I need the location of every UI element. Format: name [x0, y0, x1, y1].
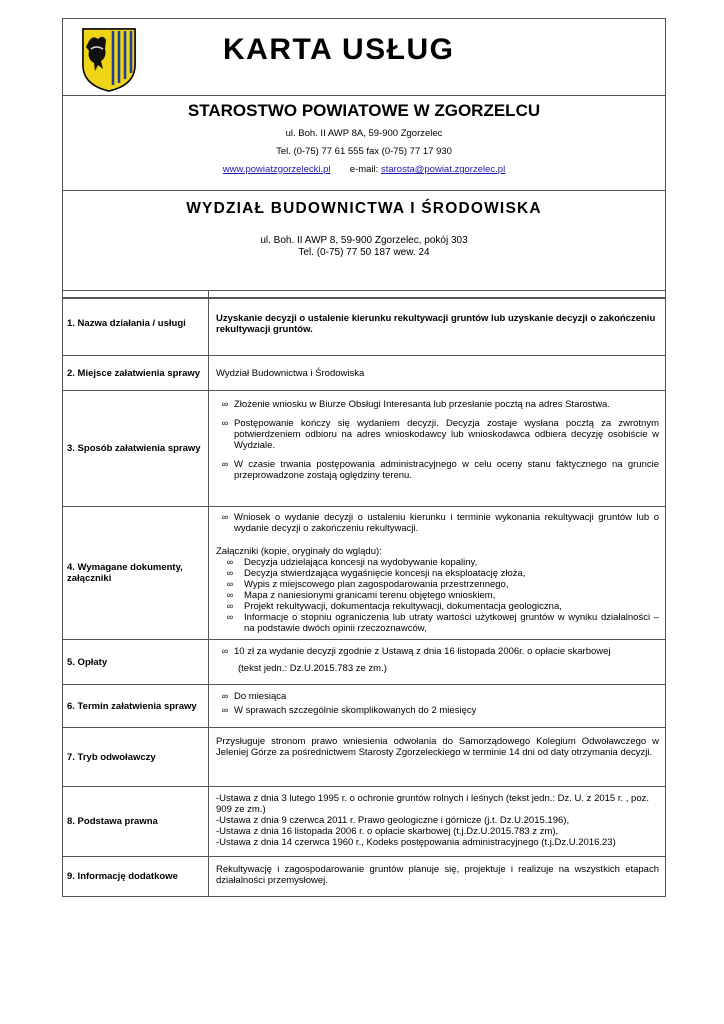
list-item: ∞ Wniosek o wydanie decyzji o ustaleniu kierunku i terminie wykonania rekultywacji gruntów lub o wydanie decyzji o zakończeniu rekultywacji. — [216, 512, 659, 534]
document-frame — [62, 18, 666, 299]
row-value: Uzyskanie decyzji o ustalenie kierunku rekultywacji gruntów lub uzyskanie decyzji o zakończeniu rekultywacji gruntów. — [216, 313, 656, 335]
department-phone: Tel. (0-75) 77 50 187 wew. 24 — [298, 247, 430, 258]
row-value — [209, 391, 665, 506]
row-label: 3. Sposób załatwienia sprawy — [63, 391, 209, 506]
website-link[interactable]: www.powiatzgorzelecki.pl — [222, 164, 331, 175]
office-section — [63, 96, 665, 191]
list-item: ∞ Do miesiąca — [216, 691, 659, 702]
row-value: Przysługuje stronom prawo wniesienia odwołania do Samorządowego Kolegium Odwoławczego w Jeleniej Górze za pośrednictwem Starosty Zgorzeleckiego w terminie 14 dni od daty otrzymania decyzji. — [216, 736, 659, 758]
infinity-bullet-icon: ∞ — [221, 512, 229, 522]
table-row-method — [62, 391, 666, 507]
department-section — [63, 191, 665, 298]
infinity-bullet-icon: ∞ — [226, 612, 234, 622]
list-item: ∞ W czasie trwania postępowania administracyjnego w celu oceny stanu faktycznego na gruncie przeprowadzone zostają oględziny terenu. — [216, 459, 659, 481]
infinity-bullet-icon: ∞ — [221, 418, 229, 428]
row-label: 6. Termin załatwienia sprawy — [63, 685, 209, 727]
service-table — [62, 290, 666, 897]
coat-of-arms-icon — [81, 27, 137, 93]
row-label: 9. Informację dodatkowe — [63, 857, 209, 896]
list-item: ∞ Wypis z miejscowego plan zagospodarowania przestrzennego, — [216, 579, 659, 590]
row-label: 7. Tryb odwoławczy — [63, 728, 209, 786]
page-title: KARTA USŁUG — [223, 33, 455, 66]
legal-line: -Ustawa z dnia 16 listopada 2006 r. o opłacie skarbowej (t.j.Dz.U.2015.783 z zm), — [216, 826, 559, 837]
row-value — [209, 640, 665, 684]
row-value: Rekultywację i zagospodarowanie gruntów planuje się, projektuje i realizuje na wszystkich etapach działalności przemysłowej. — [216, 864, 659, 886]
table-row-additional-info — [62, 857, 666, 897]
office-address: ul. Boh. II AWP 8A, 59-900 Zgorzelec — [285, 128, 443, 139]
table-row-deadline — [62, 685, 666, 728]
infinity-bullet-icon: ∞ — [226, 557, 234, 567]
fee-note: (tekst jedn.: Dz.U.2015.783 ze zm.) — [238, 663, 387, 674]
infinity-bullet-icon: ∞ — [221, 399, 229, 409]
attachments-label: Załączniki (kopie, oryginały do wglądu): — [216, 546, 382, 557]
table-row-place — [62, 356, 666, 391]
row-label: 2. Miejsce załatwienia sprawy — [63, 356, 209, 390]
list-item: ∞ W sprawach szczególnie skomplikowanych do 2 miesięcy — [216, 705, 659, 716]
department-address: ul. Boh. II AWP 8, 59-900 Zgorzelec, pokój 303 — [260, 235, 468, 246]
list-item: ∞ Postępowanie kończy się wydaniem decyzji. Decyzja zostaje wysłana pocztą za zwrotnym potwierdzeniem odbioru na adres wnioskodawcy lub wnioskodawca odbiera decyzję osobiście w Wydziale. — [216, 418, 659, 451]
infinity-bullet-icon: ∞ — [226, 590, 234, 600]
office-contact — [63, 164, 665, 175]
table-row-name — [62, 290, 666, 356]
row-label: 4. Wymagane dokumenty, załączniki — [63, 507, 209, 639]
table-row-fees — [62, 640, 666, 685]
office-name: STAROSTWO POWIATOWE W ZGORZELCU — [187, 101, 541, 120]
list-item: ∞ Decyzja stwierdzająca wygaśnięcie koncesji na eksploatację złoża, — [216, 568, 659, 579]
infinity-bullet-icon: ∞ — [221, 705, 229, 715]
row-value: Wydział Budownictwa i Środowiska — [216, 367, 365, 379]
list-item: ∞ Mapa z naniesionymi granicami terenu objętego wnioskiem, — [216, 590, 659, 601]
department-name: WYDZIAŁ BUDOWNICTWA I ŚRODOWISKA — [186, 200, 542, 217]
email-label: e-mail: — [349, 164, 379, 175]
infinity-bullet-icon: ∞ — [226, 601, 234, 611]
row-label: 1. Nazwa działania / usługi — [63, 291, 209, 355]
email-link[interactable]: starosta@powiat.zgorzelec.pl — [380, 164, 506, 175]
infinity-bullet-icon: ∞ — [221, 646, 229, 656]
row-value — [209, 507, 665, 639]
list-item: ∞ 10 zł za wydanie decyzji zgodnie z Ustawą z dnia 16 listopada 2006r. o opłacie skarbowej — [216, 646, 659, 657]
infinity-bullet-icon: ∞ — [221, 459, 229, 469]
list-item: ∞ Informacje o stopniu ograniczenia lub utraty wartości użytkowej gruntów w wyniku działalności – na podstawie dwóch opinii rzeczoznawców, — [216, 612, 659, 634]
infinity-bullet-icon: ∞ — [226, 568, 234, 578]
row-label: 5. Opłaty — [63, 640, 209, 684]
row-value — [209, 787, 665, 856]
legal-line: -Ustawa z dnia 9 czerwca 2011 r. Prawo geologiczne i górnicze (j.t. Dz.U.2015.196), — [216, 815, 570, 826]
document-header — [63, 19, 665, 96]
legal-line: -Ustawa z dnia 14 czerwca 1960 r., Kodeks postępowania administracyjnego (t.j.Dz.U.2016.23) — [216, 837, 616, 848]
row-label: 8. Podstawa prawna — [63, 787, 209, 856]
table-row-legal-basis — [62, 787, 666, 857]
infinity-bullet-icon: ∞ — [226, 579, 234, 589]
row-value — [209, 685, 665, 727]
legal-line: -Ustawa z dnia 3 lutego 1995 r. o ochronie gruntów rolnych i leśnych (tekst jedn.: Dz. U. z 2015 r. , poz. 909 ze zm.) — [216, 793, 650, 815]
infinity-bullet-icon: ∞ — [221, 691, 229, 701]
list-item: ∞ Decyzja udzielająca koncesji na wydobywanie kopaliny, — [216, 557, 659, 568]
table-row-documents — [62, 507, 666, 640]
list-item: ∞ Projekt rekultywacji, dokumentacja rekultywacji, dokumentacja geologiczna, — [216, 601, 659, 612]
office-phone: Tel. (0-75) 77 61 555 fax (0-75) 77 17 930 — [276, 146, 452, 157]
list-item: ∞ Złożenie wniosku w Biurze Obsługi Interesanta lub przesłanie pocztą na adres Starostwa. — [216, 399, 659, 410]
table-row-appeal — [62, 728, 666, 787]
